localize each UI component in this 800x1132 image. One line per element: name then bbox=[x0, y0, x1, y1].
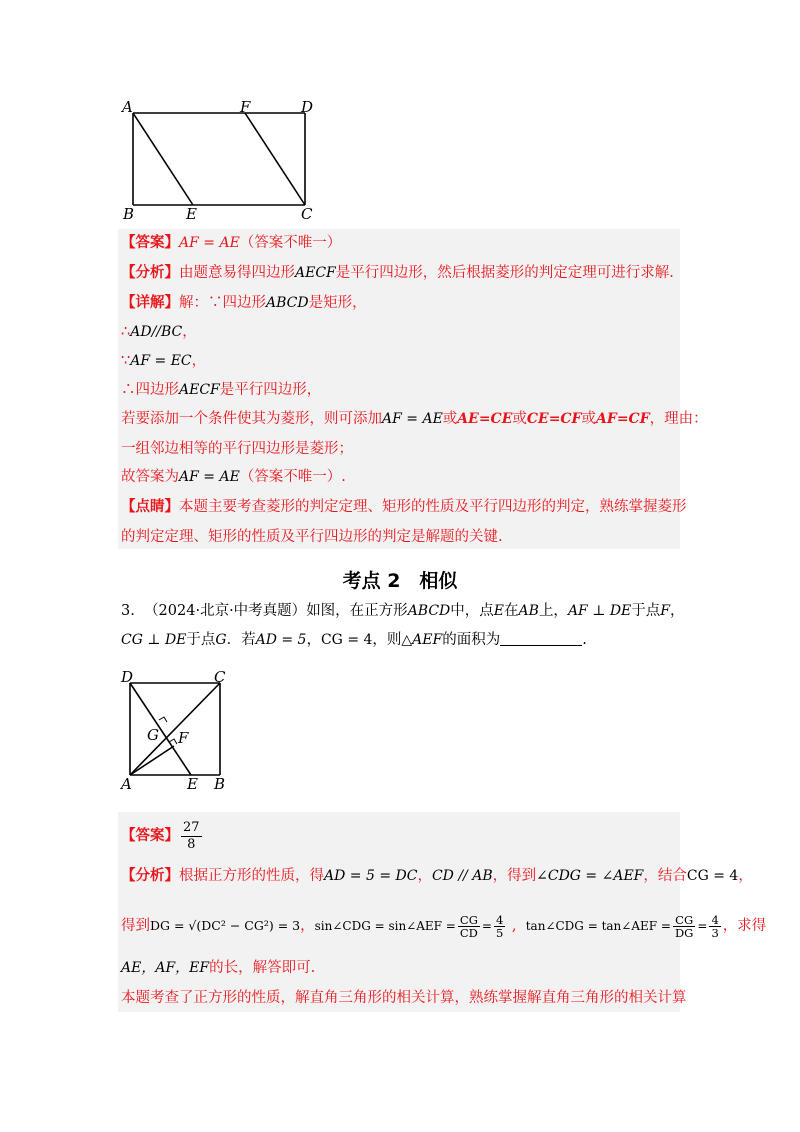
label-D: D bbox=[301, 98, 314, 116]
q2-answer-line: 【答案】AF = AE（答案不唯一） bbox=[121, 234, 342, 251]
label-B: B bbox=[123, 205, 135, 223]
figure-square-abcd bbox=[118, 665, 238, 795]
q2-analysis-line: 【分析】由题意易得四边形AECF是平行四边形，然后根据菱形的判定定理可进行求解. bbox=[121, 264, 674, 281]
answer-blank[interactable] bbox=[500, 631, 582, 646]
section-heading: 考点 2 相似 bbox=[342, 570, 458, 592]
label-C: C bbox=[301, 205, 313, 223]
q2-detail-line: 【详解】解：∵四边形ABCD是矩形， bbox=[121, 294, 367, 311]
q3-analysis-line-2: 得到DG = √(DC² − CG²) = 3，sin∠CDG = sin∠AEF = $\frac{CG}{CD}$ = $\frac{4}{5}$ , tan∠CDG = tan∠AEF = $\frac{CG}{DG}$ = $\frac{4}{3}$ ，求得 bbox=[121, 912, 767, 940]
label-E: E bbox=[187, 775, 198, 793]
q3-stem-line-1: 3. （2024·北京·中考真题）如图，在正方形ABCD中，点E在AB上，AF ⊥ DE于点F， bbox=[121, 603, 685, 619]
label-A: A bbox=[122, 98, 133, 116]
label-E: E bbox=[186, 205, 197, 223]
q3-stem-line-2: CG ⊥ DE于点G．若AD = 5，CG = 4，则△AEF的面积为 . bbox=[121, 632, 587, 648]
q3-answer-line: 【答案】 $\frac{27}{8}$ bbox=[121, 819, 200, 852]
q3-analysis-line-1: 【分析】根据正方形的性质，得AD = 5 = DC，CD // AB，得到∠CDG = ∠AEF，结合CG = 4， bbox=[121, 867, 753, 884]
label-A: A bbox=[121, 775, 132, 793]
q2-step-2: ∵AF = EC， bbox=[121, 353, 207, 369]
q2-step-1: ∴AD//BC， bbox=[121, 324, 197, 340]
q2-step-6: 故答案为AF = AE（答案不唯一）. bbox=[121, 469, 346, 485]
q2-step-4: 若要添加一个条件使其为菱形，则可添加AF = AE或AE=CE或CE=CF或AF=CF，理由： bbox=[121, 411, 708, 427]
q2-comment-line-2: 的判定定理、矩形的性质及平行四边形的判定是解题的关键. bbox=[121, 529, 503, 545]
q2-comment-line-1: 【点睛】本题主要考查菱形的判定定理、矩形的性质及平行四边形的判定，熟练掌握菱形 bbox=[121, 498, 687, 515]
q2-step-3: ∴四边形AECF是平行四边形， bbox=[121, 382, 322, 398]
answer-fraction: $\frac{27}{8}$ bbox=[183, 819, 200, 852]
label-C: C bbox=[214, 668, 226, 686]
label-G: G bbox=[147, 726, 159, 744]
q2-step-5: 一组邻边相等的平行四边形是菱形； bbox=[121, 441, 353, 457]
label-F: F bbox=[240, 98, 251, 116]
q3-analysis-line-3: AE，AF，EF的长，解答即可. bbox=[121, 960, 316, 976]
q3-analysis-line-4: 本题考查了正方形的性质，解直角三角形的相关计算，熟练掌握解直角三角形的相关计算 bbox=[121, 990, 687, 1006]
figure-rectangle-abcd bbox=[118, 95, 328, 225]
label-D: D bbox=[121, 668, 134, 686]
label-B: B bbox=[214, 775, 226, 793]
label-F: F bbox=[178, 729, 189, 747]
